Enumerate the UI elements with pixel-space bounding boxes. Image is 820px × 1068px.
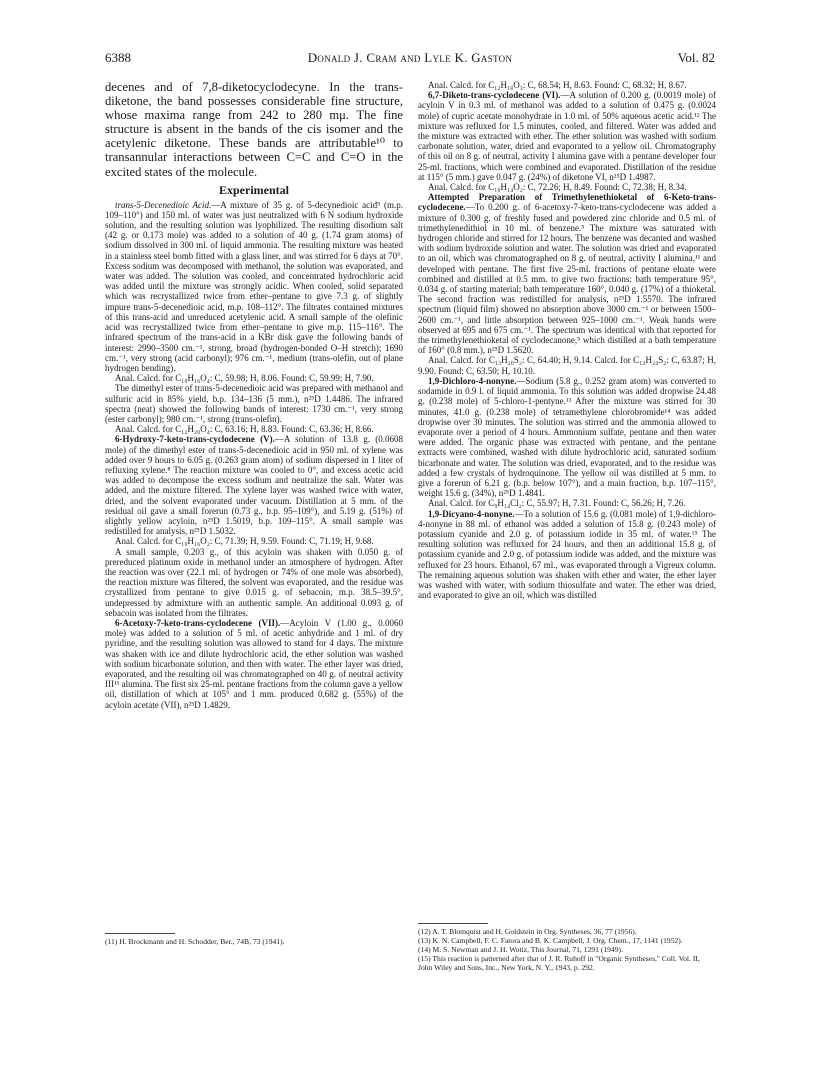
paragraph: The dimethyl ester of trans-5-decenedioic acid was prepared with methanol and sulfuric acid in 85% yield, b.p. 134–136 (5 mm.), n²⁵D 1.4486. The infrared spectra (neat) showed the following bands of interest: 1730 cm.⁻¹, very strong (ester carbonyl); 980 cm.⁻¹, strong (trans-olefin).	[105, 383, 403, 424]
paragraph	[418, 376, 716, 498]
footnote: (13) K. N. Campbell, F. C. Fatora and B. K. Campbell, J. Org. Chem., 17, 1141 (1952).	[418, 936, 683, 945]
footnote: (11) H. Brockmann and H. Schodder, Ber., 74B, 73 (1941).	[105, 937, 285, 946]
experimental-heading: Experimental	[219, 182, 289, 197]
compound-title: 6-Hydroxy-7-keto-trans-cyclodecene (V).	[115, 434, 275, 445]
compound-title: 1,9-Dichloro-4-nonyne.	[428, 375, 517, 386]
paragraph	[105, 434, 403, 536]
compound-title: 6-Acetoxy-7-keto-trans-cyclodecene (VII).	[115, 617, 281, 628]
analysis-paragraph: Anal. Calcd. for C₉H₁₄Cl₂: C, 55.97; H, 7.31. Found: C, 56.26; H, 7.26.	[428, 498, 686, 509]
intro-paragraph: decenes and of 7,8-diketocyclodecyne. In the trans-diketone, the band possesses considerable fine structure, whose maxima range from 242 to 280 mμ. The fine structure is absent in the bands of the cis isomer and the acetylenic diketone. These bands are attributable¹⁰ to transannular interactions between C=C and C=O in the excited states of the molecule.	[105, 80, 403, 179]
analysis-paragraph: Anal. Calcd. for C₁₀H₁₆O₂: C, 71.39; H, 9.59. Found: C, 71.19; H, 9.68.	[115, 536, 374, 547]
compound-title: Attempted Preparation of Trimethylenethioketal of 6-Keto-trans-cyclodecene.	[418, 192, 716, 213]
left-footnotes	[105, 928, 403, 946]
paragraph-text: —A solution of 13.8 g. (0.0608 mole) of the dimethyl ester of trans-5-decenedioic acid in 950 ml. of xylene was added over 9 hours to 6.05 g. (0.263 gram atom) of sodium dispersed in 1 liter of refluxing xylene.⁸ The reaction mixture was cooled to 0°, and excess acetic acid was added to decompose the excess sodium and neutralize the salt. Water was added, and the mixture filtered. The xylene layer was washed twice with water, dried, and the solvent evaporated under vacuum. Distillation at 5 mm. of the residual oil gave a small forerun (0.73 g., b.p. 95–109°), and 5.19 g. (51%) of slightly yellow acyloin, n²⁵D 1.5019, b.p. 109–115°. A small sample was redistilled for analysis, n²⁵D 1.5032.	[105, 434, 403, 537]
volume-label: Vol. 82	[677, 50, 715, 65]
footnote-rule	[418, 923, 488, 924]
paragraph	[418, 192, 716, 355]
right-footnotes	[418, 918, 716, 972]
analysis-paragraph: Anal. Calcd. for C₁₀H₁₆O₄: C, 59.98; H, 8.06. Found: C, 59.99; H, 7.90.	[115, 373, 374, 384]
paragraph	[105, 618, 403, 710]
paragraph-text: —Sodium (5.8 g., 0.252 gram atom) was converted to sodamide in 0.9 l. of liquid ammonia. To this solution was added dropwise 24.48 g. (0.238 mole) of 5-chloro-1-pentyne.¹³ After the mixture was stirred for 30 minutes, 41.0 g. (0.238 mole) of tetramethylene chlorobromide¹⁴ was added dropwise over 30 minutes. The solution was stirred and the ammonia allowed to evaporate over a period of 4 hours. Ammonium sulfate, pentane and then water were added. The organic phase was extracted with pentane, and the pentane extracts were combined, washed with dilute hydrochloric acid, saturated sodium bicarbonate and water. The solution was dried, evaporated, and to the residue was added a few crystals of hydroquinone. The yellow oil was distilled at 5 mm. to give a forerun of 6.21 g. (b.p. below 107°), and a main fraction, b.p. 107–115°, weight 15.6 g. (34%), n²⁵D 1.4841.	[418, 375, 716, 499]
paragraph	[418, 509, 716, 601]
footnote: (12) A. T. Blomquist and H. Goldstein in Org. Syntheses, 36, 77 (1956).	[418, 927, 637, 936]
analysis-paragraph: Anal. Calcd. for C₁₃H₂₀S₂: C, 64.40; H, 9.14. Calcd. for C₁₃H₂₄S₂: C, 63.87; H, 9.90. Found: C, 63.50; H, 10.10.	[418, 355, 716, 376]
paragraph	[105, 200, 403, 373]
compound-title: trans-5-Decenedioic Acid.	[115, 199, 212, 210]
analysis-paragraph: Anal. Calcd. for C₁₀H₁₄O₂: C, 72.26; H, 8.49. Found: C, 72.38; H, 8.34.	[428, 182, 687, 193]
paragraph: A small sample, 0.203 g., of this acyloin was shaken with 0.050 g. of prereduced platinum oxide in methanol under an atmosphere of hydrogen. After the reaction was over (22.1 ml. of hydrogen or 74% of one mole was absorbed), the reaction mixture was filtered, the solvent was evaporated, and the residue was crystallized from pentane to give 0.015 g. of sebacoin, m.p. 38.5–39.5°, undepressed by admixture with an authentic sample. An additional 0.093 g. of sebacoin was isolated from the filtrates.	[105, 546, 403, 618]
footnote: (14) M. S. Newman and J. H. Wotiz, This Journal, 71, 1291 (1949).	[418, 945, 623, 954]
analysis-paragraph: Anal. Calcd. for C₁₂H₁₈O₃: C, 68.54; H, 8.63. Found: C, 68.32; H, 8.67.	[428, 80, 687, 90]
paragraph-text: —A solution of 0.200 g. (0.0019 mole) of acyloin V in 0.3 ml. of methanol was added to a solution of 0.475 g. (0.0024 mole) of cupric acetate monohydrate in 1.0 ml. of 50% aqueous acetic acid.¹² The mixture was refluxed for 1.5 minutes, cooled, and filtered. Water was added and the mixture was extracted with ether. The ether solution was washed with sodium carbonate solution, water, dried and evaporated to a yellow oil. Chromatography of this oil on 8 g. of neutral, activity I alumina gave with a pentane developer four 25-ml. fractions, which were combined and evaporated. Distillation of the residue at 115° (5 mm.) gave 0.047 g. (24%) of diketone VI, n²⁵D 1.4987.	[418, 90, 716, 182]
right-column	[418, 80, 716, 600]
paragraph-text: —To 0.200 g. of 6-acetoxy-7-keto-trans-cyclodecene was added a mixture of 0.300 g. of freshly fused and powdered zinc chloride and 0.5 ml. of trimethylenedithiol in 10 ml. of benzene.⁵ The mixture was saturated with hydrogen chloride and stirred for 12 hours. The benzene was decanted and washed with sodium hydroxide solution and water. The solution was dried and evaporated to an oil, which was chromatographed on 8 g. of neutral, activity I alumina,¹¹ and developed with pentane. The first five 25-ml. fractions of pentane eluate were combined and distilled at 0.5 mm. to give two fractions: bath temperature 95°, 0.034 g. of starting material; bath temperature 160°, 0.040 g. (17%) of a thioketal. The second fraction was redistilled for analysis, n²⁵D 1.5570. The infrared spectrum (liquid film) showed no absorption above 3000 cm.⁻¹ or between 1500–2600 cm.⁻¹, and little absorption between 925–1000 cm.⁻¹. Weak bands were observed at 695 and 675 cm.⁻¹. The spectrum was identical with that reported for the trimethylenethioketal of cyclodecanone,⁵ which distilled at a bath temperature of 160° (0.8 mm.), n²⁵D 1.5620.	[418, 202, 716, 356]
page-header	[105, 50, 715, 66]
compound-title: 1,9-Dicyano-4-nonyne.	[428, 508, 515, 519]
running-authors: Donald J. Cram and Lyle K. Gaston	[307, 50, 513, 65]
footnote: (15) This reaction is patterned after that of J. R. Ruhoff in "Organic Syntheses," Coll. Vol. II, John Wiley and Sons, Inc., New York, N. Y., 1943, p. 292.	[418, 954, 700, 972]
compound-title: 6,7-Diketo-trans-cyclodecene (VI).	[428, 90, 561, 101]
footnote-rule	[105, 933, 175, 934]
paragraph-text: —Acyloin V (1.00 g., 0.0060 mole) was added to a solution of 5 ml. of acetic anhydride and 1 ml. of dry pyridine, and the resulting solution was allowed to stand for 4 days. The mixture was shaken with ice and dilute hydrochloric acid, the ether solution was washed with sodium bicarbonate solution, and then with water. The ether layer was dried, evaporated, and the resulting oil was chromatographed on 40 g. of neutral activity III¹¹ alumina. The first six 25-ml. pentane fractions from the column gave a yellow oil, distillation of which at 105° and 1 mm. produced 0.682 g. (55%) of the acyloin acetate (VII), n²⁵D 1.4829.	[105, 617, 404, 710]
paragraph-text: —A mixture of 35 g. of 5-decynedioic acid⁹ (m.p. 109–110°) and 150 ml. of water was just neutralized with 6 N sodium hydroxide solution, and the resulting solution was lyophilized. The resulting disodium salt (42 g. or 0.173 mole) was added to a solution of 40 g. (1.74 gram atoms) of sodium dissolved in 300 ml. of liquid ammonia. The resulting mixture was heated in a stainless steel bomb fitted with a glass liner, and was stirred for 6 days at 70°. Excess sodium was decomposed with methanol, the solution was evaporated, and water was added. The solution was cooled, and concentrated hydrochloric acid was added until the mixture was strongly acidic. When cooled, solid separated which was recrystallized twice from ether–pentane to give 7.3 g. of slightly impure trans-5-decenedioic acid, m.p. 108–112°. The filtrates contained mixtures of this trans-acid and unreduced acetylenic acid. A small sample of the olefinic acid was recrystallized twice from ether–pentane to give m.p. 115–116°. The infrared spectrum of the trans-acid in a KBr disk gave the following bands of interest: 2990–3500 cm.⁻¹, strong, broad (hydrogen-bonded O–H stretch); 1690 cm.⁻¹, very strong (acid carbonyl); 976 cm.⁻¹, medium (trans-olefin, out of plane hydrogen bending).	[105, 199, 403, 373]
paragraph	[418, 90, 716, 182]
page-number: 6388	[105, 50, 131, 65]
analysis-paragraph: Anal. Calcd. for C₁₂H₂₀O₄: C, 63.16; H, 8.83. Found: C, 63.36; H, 8.66.	[115, 424, 374, 435]
paragraph-text: —To a solution of 15.6 g. (0.081 mole) of 1,9-dichloro-4-nonyne in 88 ml. of ethanol was added a solution of 15.8 g. (0.243 mole) of potassium cyanide and 2.0 g. of potassium iodide in 35 ml. of water.¹⁵ The resulting solution was refluxed for 24 hours, and then an additional 15.8 g. of potassium cyanide and 2.0 g. of potassium iodide was added, and the mixture was refluxed for 23 hours. Ethanol, 67 ml., was evaporated through a Vigreux column. The remaining aqueous solution was shaken with ether and water, the ether layer was washed with water, with sodium thiosulfate and water. The ether was dried, and evaporated to give an oil, which was distilled	[418, 508, 716, 601]
left-column	[105, 80, 403, 710]
